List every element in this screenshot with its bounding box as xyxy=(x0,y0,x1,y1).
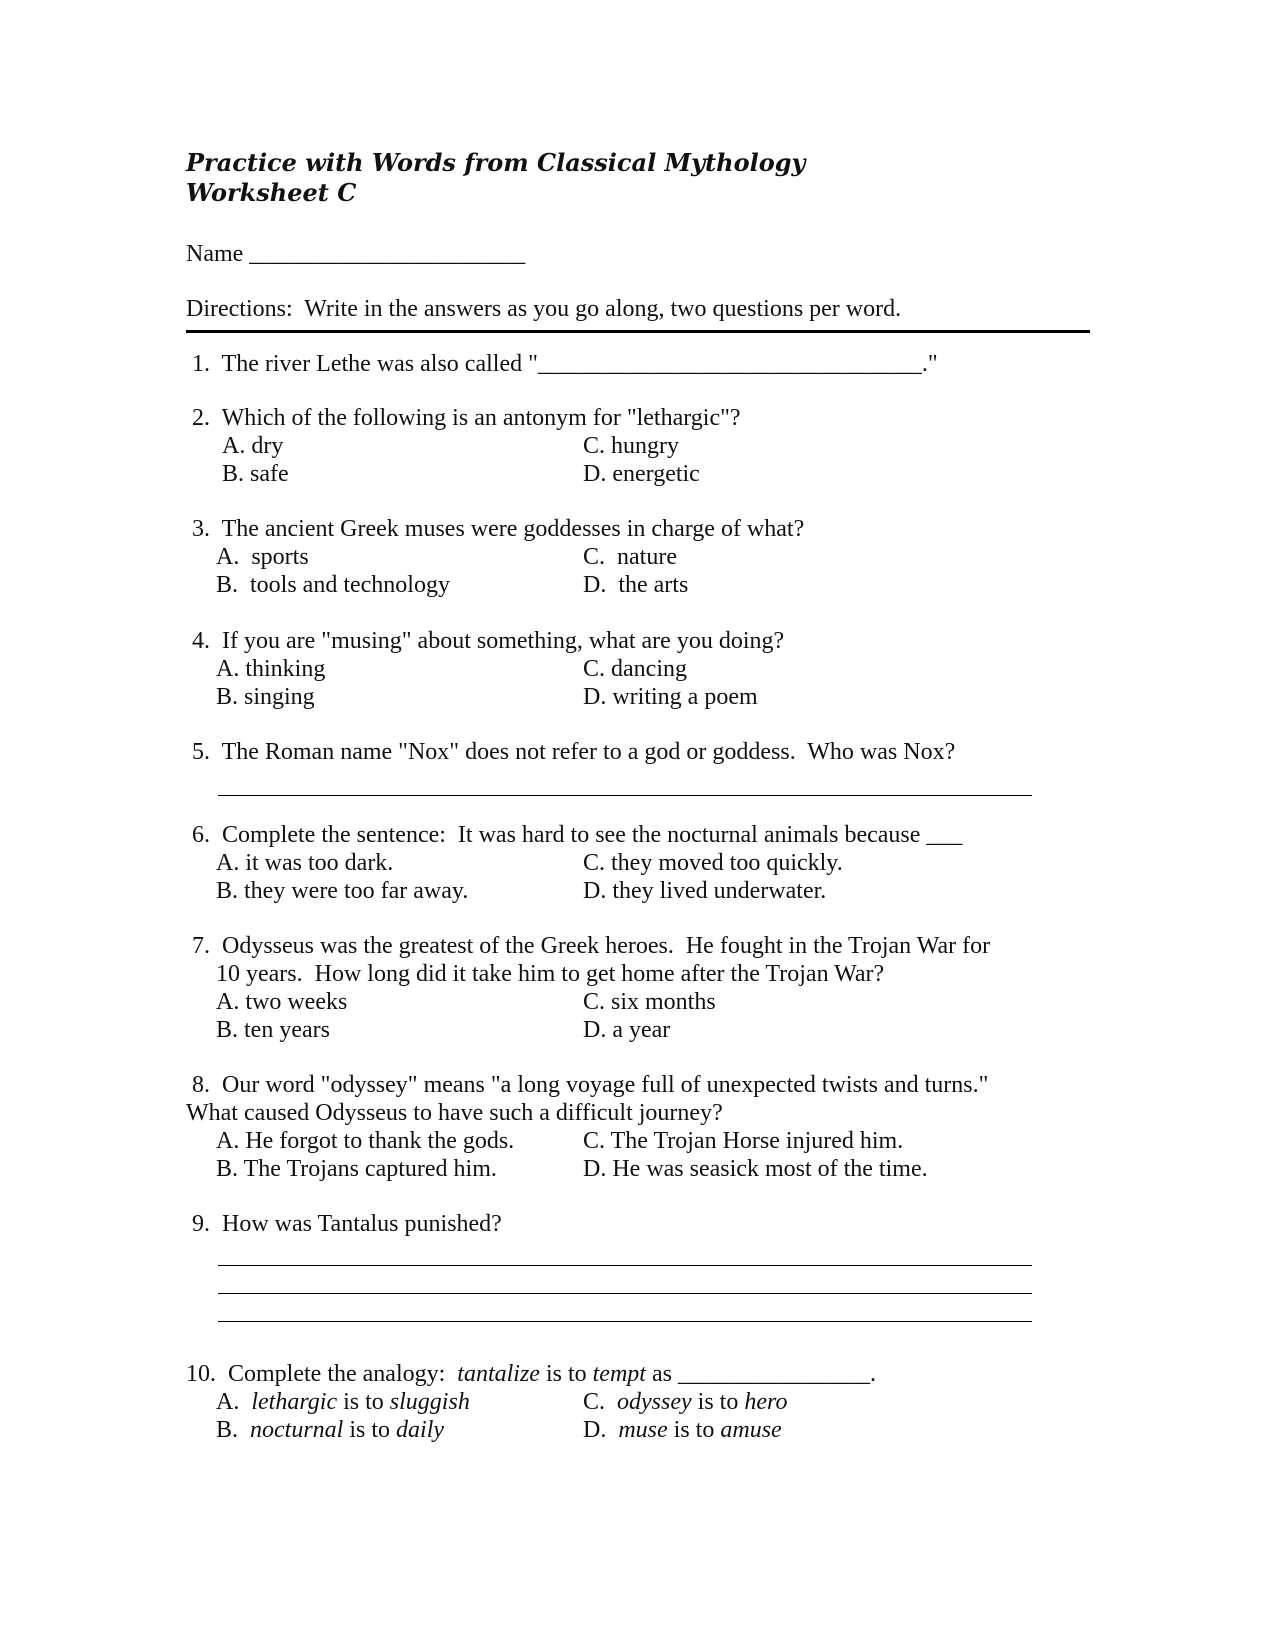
option-8a[interactable]: A. He forgot to thank the gods. xyxy=(216,1128,515,1154)
option-3c[interactable]: C. nature xyxy=(583,544,677,570)
option-8b[interactable]: B. The Trojans captured him. xyxy=(216,1156,497,1182)
option-3b[interactable]: B. tools and technology xyxy=(216,572,450,598)
option-6a[interactable]: A. it was too dark. xyxy=(216,850,394,876)
option-7d[interactable]: D. a year xyxy=(583,1017,671,1043)
option-10c[interactable]: C. odyssey is to hero xyxy=(583,1389,788,1415)
option-3a[interactable]: A. sports xyxy=(216,544,309,570)
option-6c[interactable]: C. they moved too quickly. xyxy=(583,850,843,876)
worksheet-subtitle: Worksheet C xyxy=(186,178,357,207)
option-10a[interactable]: A. lethargic is to sluggish xyxy=(216,1389,470,1415)
option-2a[interactable]: A. dry xyxy=(222,433,284,459)
answer-line-9c[interactable] xyxy=(218,1321,1032,1322)
question-7-cont: 10 years. How long did it take him to get home after the Trojan War? xyxy=(216,961,885,987)
question-9: 9. How was Tantalus punished? xyxy=(186,1211,502,1237)
question-6: 6. Complete the sentence: It was hard to see the nocturnal animals because ___ xyxy=(186,822,963,848)
question-8-cont: What caused Odysseus to have such a difficult journey? xyxy=(186,1100,723,1126)
option-10d[interactable]: D. muse is to amuse xyxy=(583,1417,782,1443)
worksheet-title: Practice with Words from Classical Mythology xyxy=(186,148,806,177)
directions: Directions: Write in the answers as you go along, two questions per word. xyxy=(186,296,902,322)
answer-line-9b[interactable] xyxy=(218,1293,1032,1294)
option-2c[interactable]: C. hungry xyxy=(583,433,679,459)
option-3d[interactable]: D. the arts xyxy=(583,572,689,598)
question-10: 10. Complete the analogy: tantalize is to tempt as ________________. xyxy=(186,1361,876,1387)
question-8: 8. Our word "odyssey" means "a long voyage full of unexpected twists and turns." xyxy=(186,1072,989,1098)
option-4d[interactable]: D. writing a poem xyxy=(583,684,758,710)
option-6d[interactable]: D. they lived underwater. xyxy=(583,878,827,904)
option-4a[interactable]: A. thinking xyxy=(216,656,326,682)
option-8c[interactable]: C. The Trojan Horse injured him. xyxy=(583,1128,904,1154)
option-10b[interactable]: B. nocturnal is to daily xyxy=(216,1417,445,1443)
directions-divider xyxy=(186,330,1090,333)
question-3: 3. The ancient Greek muses were goddesses in charge of what? xyxy=(186,516,805,542)
option-7c[interactable]: C. six months xyxy=(583,989,716,1015)
option-6b[interactable]: B. they were too far away. xyxy=(216,878,469,904)
option-7b[interactable]: B. ten years xyxy=(216,1017,330,1043)
option-8d[interactable]: D. He was seasick most of the time. xyxy=(583,1156,928,1182)
option-4b[interactable]: B. singing xyxy=(216,684,315,710)
question-1[interactable]: 1. The river Lethe was also called "________________________________." xyxy=(186,351,938,377)
question-2: 2. Which of the following is an antonym for "lethargic"? xyxy=(186,405,741,431)
question-7: 7. Odysseus was the greatest of the Greek heroes. He fought in the Trojan War for xyxy=(186,933,991,959)
option-2b[interactable]: B. safe xyxy=(222,461,289,487)
question-4: 4. If you are "musing" about something, what are you doing? xyxy=(186,628,785,654)
question-5: 5. The Roman name "Nox" does not refer to a god or goddess. Who was Nox? xyxy=(186,739,956,765)
option-4c[interactable]: C. dancing xyxy=(583,656,687,682)
answer-line-5[interactable] xyxy=(218,795,1032,796)
answer-line-9a[interactable] xyxy=(218,1265,1032,1266)
option-7a[interactable]: A. two weeks xyxy=(216,989,348,1015)
name-field[interactable]: Name _______________________ xyxy=(186,241,526,267)
option-2d[interactable]: D. energetic xyxy=(583,461,700,487)
